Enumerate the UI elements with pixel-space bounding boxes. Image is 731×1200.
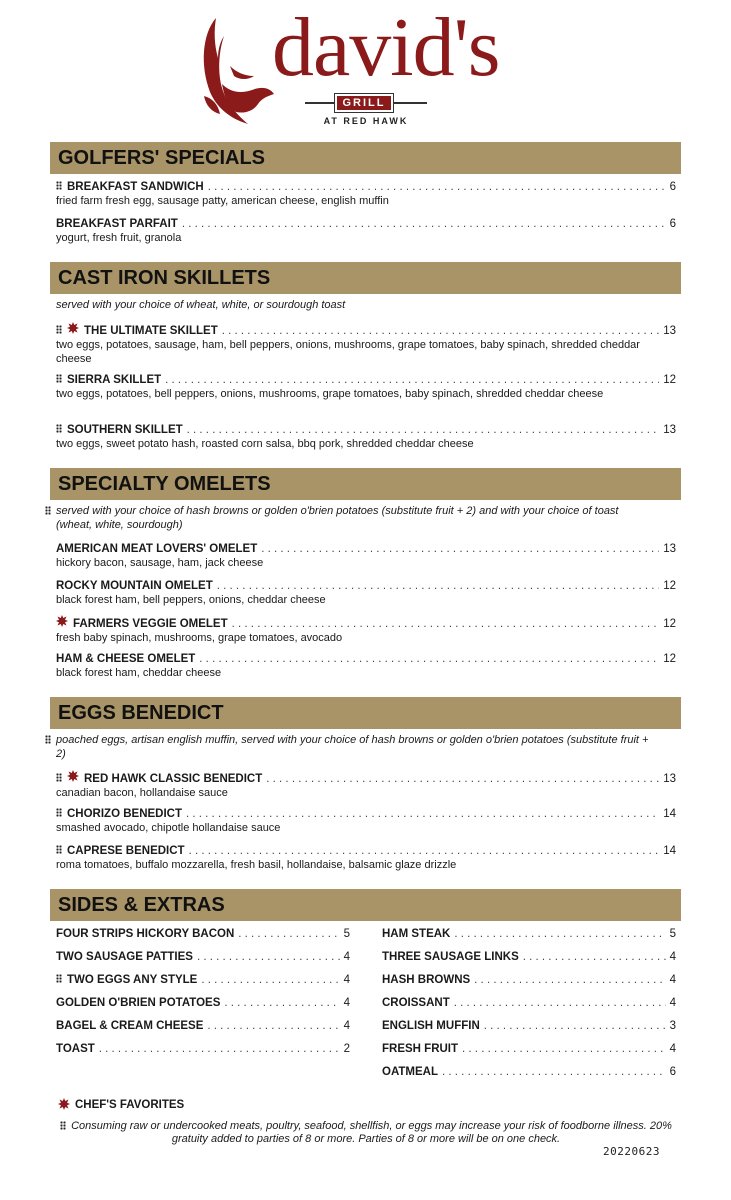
section-note: served with your choice of hash browns or golden o'brien potatoes (substitute fruit + 2) and with your choice of toast (wheat, white, sourdough) — [56, 504, 656, 532]
section-header-omelets: SPECIALTY OMELETS — [50, 468, 681, 500]
dotted-marker-icon — [56, 808, 62, 817]
dotted-marker-icon — [60, 1121, 66, 1130]
chef-favorite-star-icon — [58, 1098, 70, 1110]
item-price: 13 — [663, 543, 676, 555]
item-desc: fried farm fresh egg, sausage patty, american cheese, english muffin — [56, 195, 389, 207]
menu-item — [56, 615, 676, 645]
item-name: CHORIZO BENEDICT — [67, 808, 182, 820]
menu-item — [56, 423, 676, 451]
item-name: BREAKFAST SANDWICH — [67, 181, 204, 193]
menu-item — [56, 844, 676, 872]
menu-item — [56, 807, 676, 835]
item-name: HAM & CHEESE OMELET — [56, 653, 196, 665]
menu-item — [56, 322, 676, 366]
item-price: 6 — [669, 218, 676, 230]
dotted-marker-icon — [56, 374, 62, 383]
item-name: FARMERS VEGGIE OMELET — [73, 618, 228, 630]
dotted-marker-icon — [45, 506, 51, 515]
side-item: TWO SAUSAGE PATTIES . . . 4 — [56, 950, 350, 973]
food-safety-disclaimer: Consuming raw or undercooked meats, poultry, seafood, shellfish, or eggs may increase your risk of foodborne illness. 20% gratuity added to parties of 8 or more. Parties of 8 or more will be on one check. — [60, 1120, 672, 1146]
menu-item — [56, 770, 676, 800]
item-price: 12 — [663, 580, 676, 592]
menu-item — [56, 652, 676, 680]
chef-favorite-star-icon — [67, 322, 79, 334]
section-header-golfers: GOLFERS' SPECIALS — [50, 142, 681, 174]
brand-name: david's — [272, 1, 500, 94]
brand-grill-plate — [305, 93, 427, 113]
side-item: FRESH FRUIT . . . 4 — [382, 1042, 676, 1065]
menu-item — [56, 542, 676, 570]
item-desc: black forest ham, bell peppers, onions, cheddar cheese — [56, 594, 326, 606]
item-name: SIERRA SKILLET — [67, 374, 162, 386]
sides-right-column — [382, 927, 676, 1088]
chef-favorite-star-icon — [56, 615, 68, 627]
section-header-skillets: CAST IRON SKILLETS — [50, 262, 681, 294]
dotted-marker-icon — [56, 181, 62, 190]
item-desc: canadian bacon, hollandaise sauce — [56, 787, 228, 799]
item-price: 13 — [663, 773, 676, 785]
dotted-marker-icon — [56, 845, 62, 854]
dotted-marker-icon — [56, 773, 62, 782]
dotted-marker-icon — [56, 974, 62, 983]
item-price: 12 — [663, 374, 676, 386]
side-item: GOLDEN O'BRIEN POTATOES . . . 4 — [56, 996, 350, 1019]
chef-favorites-legend: CHEF'S FAVORITES — [58, 1098, 184, 1111]
section-note: poached eggs, artisan english muffin, served with your choice of hash browns or golden o'brien potatoes (substitute fruit + 2) — [56, 733, 656, 761]
item-name: SOUTHERN SKILLET — [67, 424, 183, 436]
side-item: CROISSANT . . . 4 — [382, 996, 676, 1019]
item-desc: roma tomatoes, buffalo mozzarella, fresh basil, hollandaise, balsamic glaze drizzle — [56, 859, 457, 871]
item-price: 6 — [669, 181, 676, 193]
dotted-marker-icon — [56, 325, 62, 334]
section-note: served with your choice of wheat, white, or sourdough toast — [56, 299, 346, 311]
item-name: CAPRESE BENEDICT — [67, 845, 185, 857]
hawk-logo-icon — [196, 14, 276, 126]
item-name: ROCKY MOUNTAIN OMELET — [56, 580, 213, 592]
brand-sub: GRILL — [335, 94, 393, 112]
item-desc: hickory bacon, sausage, ham, jack cheese — [56, 557, 264, 569]
item-price: 13 — [663, 325, 676, 337]
item-desc: two eggs, sweet potato hash, roasted corn salsa, bbq pork, shredded cheddar cheese — [56, 438, 474, 450]
item-desc: black forest ham, cheddar cheese — [56, 667, 222, 679]
item-price: 12 — [663, 618, 676, 630]
side-item: HASH BROWNS . . . 4 — [382, 973, 676, 996]
chef-favorite-star-icon — [67, 770, 79, 782]
side-item: BAGEL & CREAM CHEESE . . . 4 — [56, 1019, 350, 1042]
item-price: 14 — [663, 808, 676, 820]
item-name: THE ULTIMATE SKILLET — [84, 325, 218, 337]
side-item: TOAST . . . 2 — [56, 1042, 350, 1065]
menu-item — [56, 180, 676, 208]
side-item: HAM STEAK . . . 5 — [382, 927, 676, 950]
item-price: 12 — [663, 653, 676, 665]
item-desc: two eggs, potatoes, sausage, ham, bell peppers, onions, mushrooms, grape tomatoes, baby spinach, shredded cheddar cheese — [56, 339, 640, 365]
section-header-sides: SIDES & EXTRAS — [50, 889, 681, 921]
side-item: FOUR STRIPS HICKORY BACON . . . 5 — [56, 927, 350, 950]
dotted-marker-icon — [45, 735, 51, 744]
side-item: THREE SAUSAGE LINKS . . . 4 — [382, 950, 676, 973]
logo — [0, 0, 731, 135]
item-desc: fresh baby spinach, mushrooms, grape tomatoes, avocado — [56, 632, 343, 644]
item-price: 14 — [663, 845, 676, 857]
menu-item — [56, 579, 676, 607]
menu-item — [56, 373, 676, 401]
item-desc: two eggs, potatoes, bell peppers, onions, mushrooms, grape tomatoes, baby spinach, shredded cheddar cheese — [56, 388, 604, 400]
section-header-benedict: EGGS BENEDICT — [50, 697, 681, 729]
item-desc: smashed avocado, chipotle hollandaise sauce — [56, 822, 281, 834]
item-price: 13 — [663, 424, 676, 436]
side-item: ENGLISH MUFFIN . . . 3 — [382, 1019, 676, 1042]
sides-left-column — [56, 927, 350, 1065]
dotted-marker-icon — [56, 424, 62, 433]
item-name: BREAKFAST PARFAIT — [56, 218, 178, 230]
menu-item — [56, 217, 676, 245]
menu-version-code: 20220623 — [603, 1145, 660, 1158]
item-name: AMERICAN MEAT LOVERS' OMELET — [56, 543, 258, 555]
brand-location: AT RED HAWK — [323, 116, 409, 126]
side-item: TWO EGGS ANY STYLE . . . 4 — [56, 973, 350, 996]
side-item: OATMEAL . . . 6 — [382, 1065, 676, 1088]
item-name: RED HAWK CLASSIC BENEDICT — [84, 773, 263, 785]
item-desc: yogurt, fresh fruit, granola — [56, 232, 182, 244]
